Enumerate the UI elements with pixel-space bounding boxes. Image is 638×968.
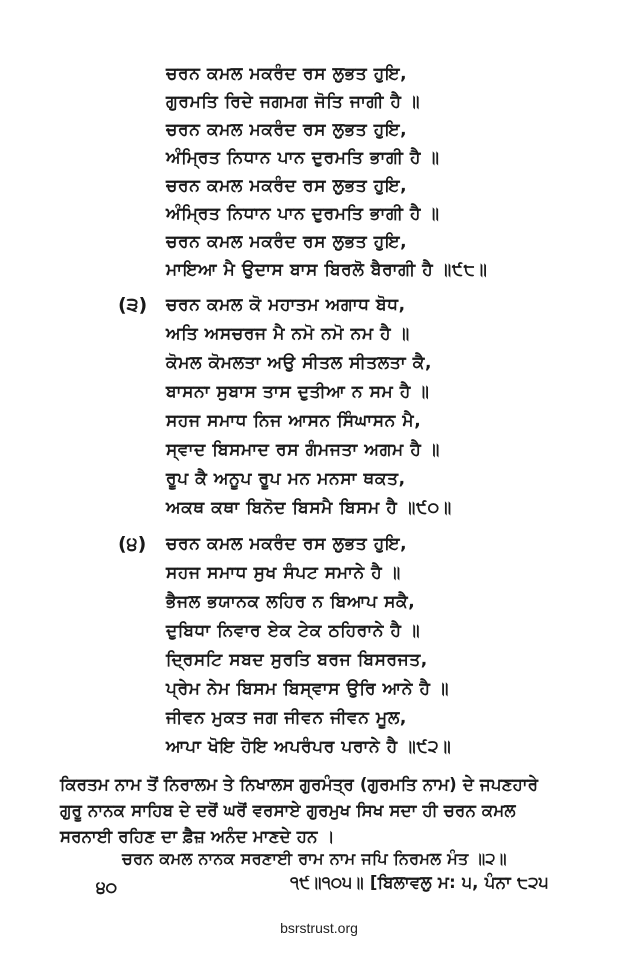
verse-line: ਚਰਨ ਕਮਲ ਮਕਰੰਦ ਰਸ ਲੁਭਤ ਹੁਇ, [166, 176, 408, 196]
verse-line: ਆਪਾ ਖੋਇ ਹੋਇ ਅਪਰੰਪਰ ਪਰਾਨੇ ਹੈ ॥੯੨॥ [166, 737, 452, 757]
verse-line: ਸ੍ਵਾਦ ਬਿਸਮਾਦ ਰਸ ਗੰਮਜਤਾ ਅਗਮ ਹੈ ॥ [166, 440, 440, 460]
verse-line: ਚਰਨ ਕਮਲ ਮਕਰੰਦ ਰਸ ਲੁਭਤ ਹੁਇ, [166, 64, 408, 84]
verse-line: ਭੈਜਲ ਭਯਾਨਕ ਲਹਿਰ ਨ ਬਿਆਪ ਸਕੈ, [166, 592, 416, 612]
verse-line: ਕੋਮਲ ਕੋਮਲਤਾ ਅਉ ਸੀਤਲ ਸੀਤਲਤਾ ਕੈ, [166, 353, 433, 373]
verse-line: ਅਤਿ ਅਸਚਰਜ ਮੈ ਨਮੋ ਨਮੋ ਨਮ ਹੈ ॥ [166, 324, 410, 344]
verse-line: ਸਹਜ ਸਮਾਧ ਸੁਖ ਸੰਪਟ ਸਮਾਨੇ ਹੈ ॥ [166, 563, 401, 583]
verse-line: ਚਰਨ ਕਮਲ ਮਕਰੰਦ ਰਸ ਲੁਭਤ ਹੁਇ, [166, 232, 408, 252]
verse-line: ਜੀਵਨ ਮੁਕਤ ਜਗ ਜੀਵਨ ਜੀਵਨ ਮੂਲ, [166, 708, 407, 728]
verse-line: ਸਹਜ ਸਮਾਧ ਨਿਜ ਆਸਨ ਸਿੰਘਾਸਨ ਮੈ, [166, 411, 422, 431]
verse-line: ਪ੍ਰੇਮ ਨੇਮ ਬਿਸਮ ਬਿਸ੍ਵਾਸ ਉਰਿ ਆਨੇ ਹੈ ॥ [166, 679, 450, 699]
verse-line: ਦ੍ਰਿਸਟਿ ਸਬਦ ਸੁਰਤਿ ਬਰਜ ਬਿਸਰਜਤ, [166, 650, 428, 670]
paragraph-line: ਸਰਨਾਈ ਰਹਿਣ ਦਾ ਫ਼ੈਜ਼ ਅਨੰਦ ਮਾਣਦੇ ਹਨ । [60, 827, 335, 846]
stanza-number: (੪) [118, 533, 147, 555]
stanza-number: (੩) [118, 294, 148, 316]
verse-line: ਅਕਥ ਕਥਾ ਬਿਨੋਦ ਬਿਸਮੈ ਬਿਸਮ ਹੈ ॥੯੦॥ [166, 498, 452, 518]
verse-line: ਅੰਮ੍ਰਿਤ ਨਿਧਾਨ ਪਾਨ ਦੁਰਮਤਿ ਭਾਗੀ ਹੈ ॥ [166, 204, 440, 224]
quote-reference: ੧੯॥੧੦੫॥ [ਬਿਲਾਵਲੁ ਮ: ੫, ਪੰਨਾ ੮੨੫ [290, 873, 549, 892]
verse-line: ਰੂਪ ਕੈ ਅਨੂਪ ਰੂਪ ਮਨ ਮਨਸਾ ਥਕਤ, [166, 469, 406, 489]
verse-line: ਦੁਬਿਧਾ ਨਿਵਾਰ ਏਕ ਟੇਕ ਠਹਿਰਾਨੇ ਹੈ ॥ [166, 621, 421, 641]
verse-line: ਗੁਰਮਤਿ ਰਿਦੇ ਜਗਮਗ ਜੋਤਿ ਜਾਗੀ ਹੈ ॥ [166, 92, 421, 112]
paragraph-line: ਗੁਰੂ ਨਾਨਕ ਸਾਹਿਬ ਦੇ ਦਰੋਂ ਘਰੋਂ ਵਰਸਾਏ ਗੁਰਮੁਖ ਸਿਖ ਸਦਾ ਹੀ ਚਰਨ ਕਮਲ [60, 801, 516, 820]
verse-line: ਅੰਮ੍ਰਿਤ ਨਿਧਾਨ ਪਾਨ ਦੁਰਮਤਿ ਭਾਗੀ ਹੈ ॥ [166, 148, 440, 168]
verse-line: ਚਰਨ ਕਮਲ ਮਕਰੰਦ ਰਸ ਲੁਭਤ ਹੁਇ, [166, 534, 408, 554]
paragraph-line: ਕਿਰਤਮ ਨਾਮ ਤੋਂ ਨਿਰਾਲਮ ਤੇ ਨਿਖਾਲਸ ਗੁਰਮੰਤ੍ਰ (ਗੁਰਮਤਿ ਨਾਮ) ਦੇ ਜਪਣਹਾਰੇ [60, 775, 539, 794]
page-number: ੪੦ [96, 878, 118, 898]
verse-line: ਬਾਸਨਾ ਸੁਬਾਸ ਤਾਸ ਦੁਤੀਆ ਨ ਸਮ ਹੈ ॥ [166, 382, 430, 402]
verse-line: ਚਰਨ ਕਮਲ ਕੋ ਮਹਾਤਮ ਅਗਾਧ ਬੋਧ, [166, 295, 406, 315]
verse-line: ਮਾਇਆ ਮੈ ਉਦਾਸ ਬਾਸ ਬਿਰਲੋ ਬੈਰਾਗੀ ਹੈ ॥੯੮॥ [166, 260, 488, 280]
quote-line: ਚਰਨ ਕਮਲ ਨਾਨਕ ਸਰਣਾਈ ਰਾਮ ਨਾਮ ਜਪਿ ਨਿਰਮਲ ਮੰਤ ॥੨॥ [122, 849, 507, 868]
site-footer: bsrstrust.org [280, 920, 358, 936]
verse-line: ਚਰਨ ਕਮਲ ਮਕਰੰਦ ਰਸ ਲੁਭਤ ਹੁਇ, [166, 120, 408, 140]
